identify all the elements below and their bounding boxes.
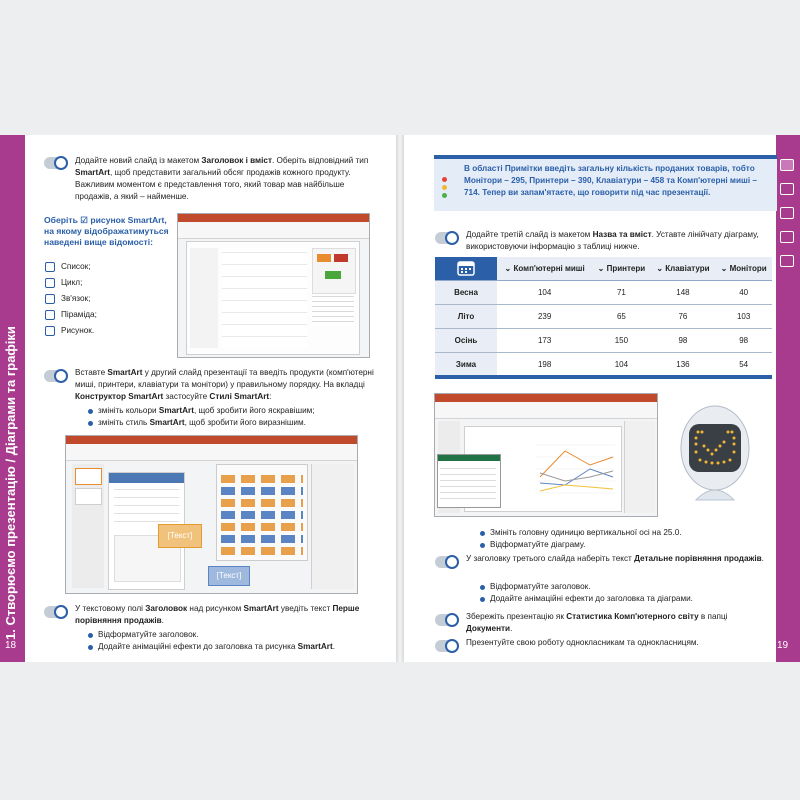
edit-icon[interactable] (780, 207, 794, 219)
robot-illustration (676, 400, 754, 510)
step-toggle-icon (44, 606, 68, 618)
left-page: 1. Створюємо презентацію / Діаграми та графіки 18 Додайте новий слайд із макетом Заголовок і вміст. Оберіть відповідний тип SmartArt, щоб представити загальний обсяг продажів кожного продукту. Важливим моментом є представлення того, який товар мав найбільше продажів, а який – найменше. Оберіть ☑ рисунок SmartArt, на якому відображатимуться наведені вище відомості: Список; Цикл; Зв'язок; Піраміда; Рисунок. Вставте SmartArt у другий слайд презентації та введіть продукти (комп'ютерні миші, принтери, клавіатури та монітори) у правильному порядку. На вкладці Конструктор SmartArt застосуйте Стилі SmartArt: змініть кольори SmartArt, щоб зробити його яскравішим; змініть стиль SmartArt, щоб зробити його виразнішим. [Текст] [Текст] У текстовому полі Заголовок над рисунком SmartArt уведіть текст Перше порівняння продажів. Відформатуйте заголовок. Додайте анімаційні ефекти до заголовка та рисунка SmartArt. (0, 135, 396, 662)
bullet-item (88, 405, 378, 417)
text-run: Додайте новий слайд із макетом (75, 156, 202, 165)
text-run: Вставте (75, 368, 108, 377)
text-run: . (510, 624, 513, 633)
text-run: у другий слайд презентації та введіть продукти (комп'ютерні миші, принтери, клавіатури та монітори) у правильному порядку. На вкладці (75, 368, 374, 389)
chat-icon[interactable] (780, 159, 794, 171)
text-run: SmartArt (149, 418, 185, 427)
table-row: Літо 239 65 76 103 (435, 305, 772, 329)
text-run: Додайте анімаційні ефекти до заголовка та діаграми. (490, 594, 693, 603)
checkbox[interactable] (45, 326, 55, 336)
text-run: SmartArt (243, 604, 279, 613)
text-run: Конструктор SmartArt (75, 392, 164, 401)
bullet-item (480, 581, 770, 593)
text-run: SmartArt (107, 368, 143, 377)
step-text (466, 229, 766, 253)
list-icon[interactable] (780, 183, 794, 195)
step-toggle-icon (44, 370, 68, 382)
calendar-icon (435, 257, 497, 281)
smartart-shape: [Текст] (208, 566, 250, 586)
styles-gallery (216, 464, 308, 561)
text-run: SmartArt (297, 642, 333, 651)
text-run: Презентуйте свою роботу однокласникам та однокласницям. (466, 638, 699, 647)
chapter-side-tab (0, 135, 25, 662)
text-run: . Оберіть відповідний тип (271, 156, 369, 165)
text-run: над рисунком (187, 604, 244, 613)
text-run: Відформатуйте діаграму. (490, 540, 586, 549)
screen-icon[interactable] (780, 255, 794, 267)
step-text (75, 367, 375, 403)
column-header: ⌄ Клавіатури (651, 257, 716, 281)
excel-data-window (437, 454, 501, 508)
table-row: Весна 104 71 148 40 (435, 281, 772, 305)
page-number: 18 (5, 640, 17, 651)
table-row: Зима 198 104 136 54 (435, 353, 772, 377)
column-header: ⌄ Монітори (715, 257, 772, 281)
text-run: Змініть головну одиницю вертикальної осі на 25.0. (490, 528, 682, 537)
text-run: . Уставте лінійчату діаграму, використовуючи інформацію з таблиці нижче. (466, 230, 759, 251)
checkbox[interactable] (45, 310, 55, 320)
text-run: Додайте третій слайд із макетом (466, 230, 593, 239)
text-run: : (269, 392, 272, 401)
text-run: , щоб зробити його яскравішим; (193, 406, 315, 415)
step-text (466, 553, 766, 565)
step-toggle-icon (435, 614, 459, 626)
smartart-dialog-screenshot (177, 213, 370, 358)
sales-table (435, 257, 772, 377)
step-text (75, 155, 375, 203)
text-run: Статистика Комп'ютерного світу (566, 612, 699, 621)
text-run: SmartArt (75, 168, 111, 177)
text-run: . (332, 642, 335, 651)
table-bottom-strip (435, 375, 772, 379)
text-run: В області Примітки введіть загальну кількість проданих товарів, тобто Монітори – 295, Принтери – 390, Клавіатури – 458 та Комп'ютерні миші – 714. Тепер ви запам'ятаєте, що говорити під час презентації. (464, 164, 757, 197)
text-run: Заголовок (145, 604, 188, 613)
text-run: Відформатуйте заголовок. (98, 630, 199, 639)
note-strip (434, 155, 777, 159)
table-row: Осінь 173 150 98 98 (435, 329, 772, 353)
text-run: Перше порівняння продажів (75, 604, 360, 625)
text-run: змініть кольори (98, 406, 159, 415)
column-header: ⌄ Принтери (592, 257, 650, 281)
text-run: Заголовок і вміст (201, 156, 272, 165)
chart-screenshot (434, 393, 658, 517)
bullet-item (88, 641, 378, 653)
text-run: SmartArt (158, 406, 194, 415)
chapter-title: 1. Створюємо презентацію / Діаграми та графіки (3, 326, 18, 640)
ribbon (435, 402, 657, 419)
step-text (466, 637, 766, 649)
nav-side-tab (776, 135, 800, 662)
text-run: Назва та вміст (592, 230, 652, 239)
text-run: Відформатуйте заголовок. (490, 582, 591, 591)
question-text: Оберіть ☑ рисунок SmartArt, на якому відображатимуться наведені вище відомості: (44, 215, 169, 247)
text-run: застосуйте (163, 392, 210, 401)
bullet-item (480, 527, 770, 539)
column-header: ⌄ Комп'ютерні миші (497, 257, 592, 281)
step-toggle-icon (44, 157, 68, 169)
text-run: в папці (698, 612, 728, 621)
monitor-icon[interactable] (780, 231, 794, 243)
text-run: Документи (466, 624, 511, 633)
step-toggle-icon (435, 556, 459, 568)
smartart-shape: [Текст] (158, 524, 202, 548)
text-run: Додайте анімаційні ефекти до заголовка та рисунка (98, 642, 298, 651)
text-run: Детальне порівняння продажів (634, 554, 762, 563)
page-number: 19 (777, 640, 789, 651)
step-toggle-icon (435, 640, 459, 652)
text-run: уведіть текст (278, 604, 333, 613)
text-run: Збережіть презентацію як (466, 612, 567, 621)
bullet-item (88, 417, 378, 429)
bullet-item (480, 593, 770, 605)
text-run: У заголовку третього слайда наберіть текст (466, 554, 635, 563)
text-run: У текстовому полі (75, 604, 146, 613)
checkbox[interactable] (45, 262, 55, 272)
smartart-styles-screenshot (65, 435, 358, 594)
note-box (434, 155, 777, 211)
book-gutter (396, 135, 404, 662)
text-run: Стилі SmartArt (209, 392, 270, 401)
right-page (404, 135, 800, 662)
checkbox[interactable] (45, 294, 55, 304)
bullet-item (88, 629, 378, 641)
bullet-item (480, 539, 770, 551)
step-toggle-icon (435, 232, 459, 244)
checkbox[interactable] (45, 278, 55, 288)
text-run: . (761, 554, 764, 563)
ribbon (66, 444, 357, 461)
step-text (466, 611, 766, 635)
text-run: . (161, 616, 164, 625)
dialog-window (186, 241, 360, 355)
ribbon (178, 222, 369, 239)
text-run: змініть стиль (98, 418, 150, 427)
note-text (464, 163, 769, 199)
text-run: , щоб зробити його виразнішим. (184, 418, 306, 427)
text-run: , щоб представити загальний обсяг продажів кожного продукту. Важливим моментом є представлення того, який товар мав найбільше продажів, а який – найменше. (75, 168, 351, 201)
step-text (75, 603, 375, 627)
